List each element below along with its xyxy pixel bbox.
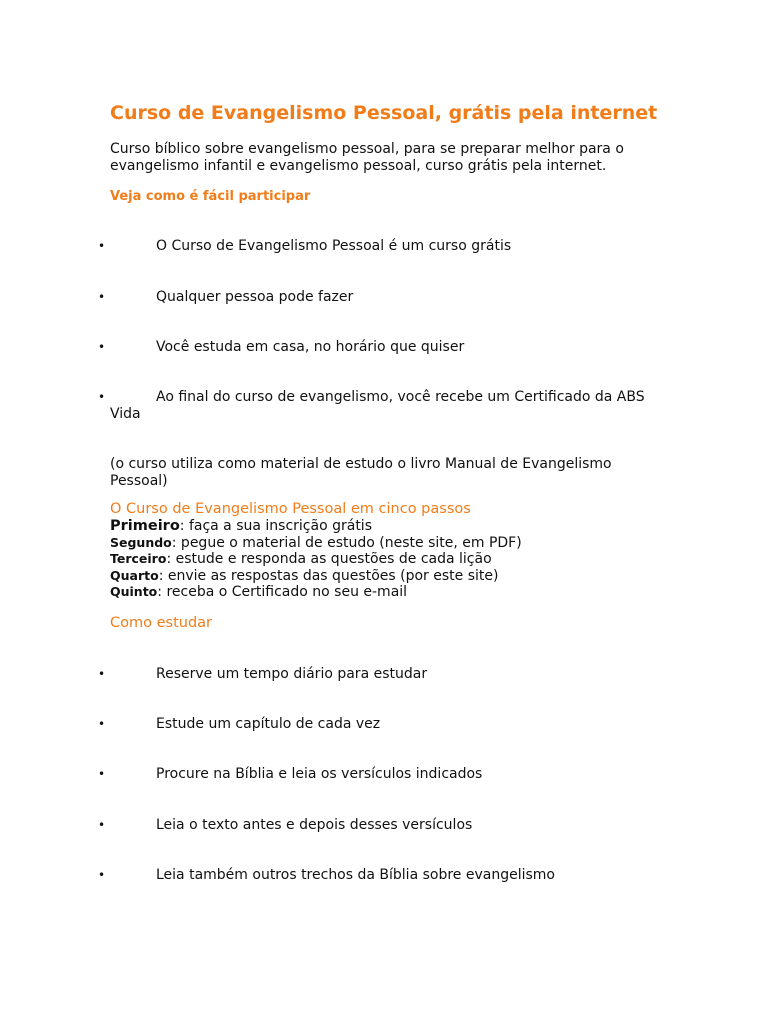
list-item-text: Procure na Bíblia e leia os versículos indicados (156, 766, 483, 782)
bullet-icon: • (98, 667, 106, 681)
bullet-icon: • (98, 818, 106, 832)
list-item (98, 289, 678, 306)
step-label: Primeiro (110, 518, 180, 534)
step-text: : faça a sua inscrição grátis (179, 518, 372, 534)
list-item-text: Ao final do curso de evangelismo, você recebe um Certificado da ABS Vida (110, 389, 645, 422)
study-heading: Como estudar (110, 615, 213, 631)
bullet-icon: • (98, 767, 106, 781)
list-item-text: Reserve um tempo diário para estudar (156, 666, 428, 682)
bullet-icon: • (98, 868, 106, 882)
list-item (98, 766, 678, 783)
steps-list (110, 518, 522, 601)
step-fifth (110, 584, 522, 601)
step-second (110, 535, 522, 552)
list-item-text: O Curso de Evangelismo Pessoal é um curso grátis (156, 238, 512, 254)
list-item (98, 238, 678, 255)
step-fourth (110, 568, 522, 585)
list-item (98, 339, 678, 356)
page-title: Curso de Evangelismo Pessoal, grátis pela internet (110, 102, 658, 124)
step-label: Terceiro (110, 551, 167, 566)
bullet-icon: • (98, 717, 106, 731)
bullet-icon: • (98, 290, 106, 304)
list-item (98, 817, 678, 834)
step-text: : receba o Certificado no seu e-mail (157, 584, 408, 600)
list-item-text: Estude um capítulo de cada vez (156, 716, 381, 732)
list-item-text: Leia o texto antes e depois desses versículos (156, 817, 473, 833)
bullet-icon: • (98, 239, 106, 253)
list-item-text: Leia também outros trechos da Bíblia sobre evangelismo (156, 867, 555, 883)
participate-heading: Veja como é fácil participar (110, 189, 311, 204)
step-label: Quarto (110, 567, 159, 583)
list-item-text: Qualquer pessoa pode fazer (156, 289, 354, 305)
list-item (98, 716, 678, 733)
list-item (98, 666, 678, 683)
bullet-icon: • (98, 340, 106, 354)
step-text: : envie as respostas das questões (por este site) (158, 567, 499, 584)
list-item (98, 867, 678, 884)
list-item-text: Você estuda em casa, no horário que quiser (156, 339, 465, 355)
material-note: (o curso utiliza como material de estudo o livro Manual de Evangelismo Pessoal) (110, 456, 612, 489)
steps-heading: O Curso de Evangelismo Pessoal em cinco passos (110, 501, 471, 517)
step-label: Segundo (110, 534, 172, 550)
step-third (110, 551, 522, 568)
step-text: : estude e responda as questões de cada lição (166, 551, 492, 567)
intro-paragraph: Curso bíblico sobre evangelismo pessoal, para se preparar melhor para o evangelismo infantil e evangelismo pessoal, curso grátis pela internet. (110, 141, 624, 174)
step-first (110, 518, 522, 535)
list-item (98, 389, 678, 423)
step-label: Quinto (110, 584, 158, 599)
bullet-icon: • (98, 390, 106, 404)
step-text: : pegue o material de estudo (neste site, em PDF) (171, 534, 522, 551)
